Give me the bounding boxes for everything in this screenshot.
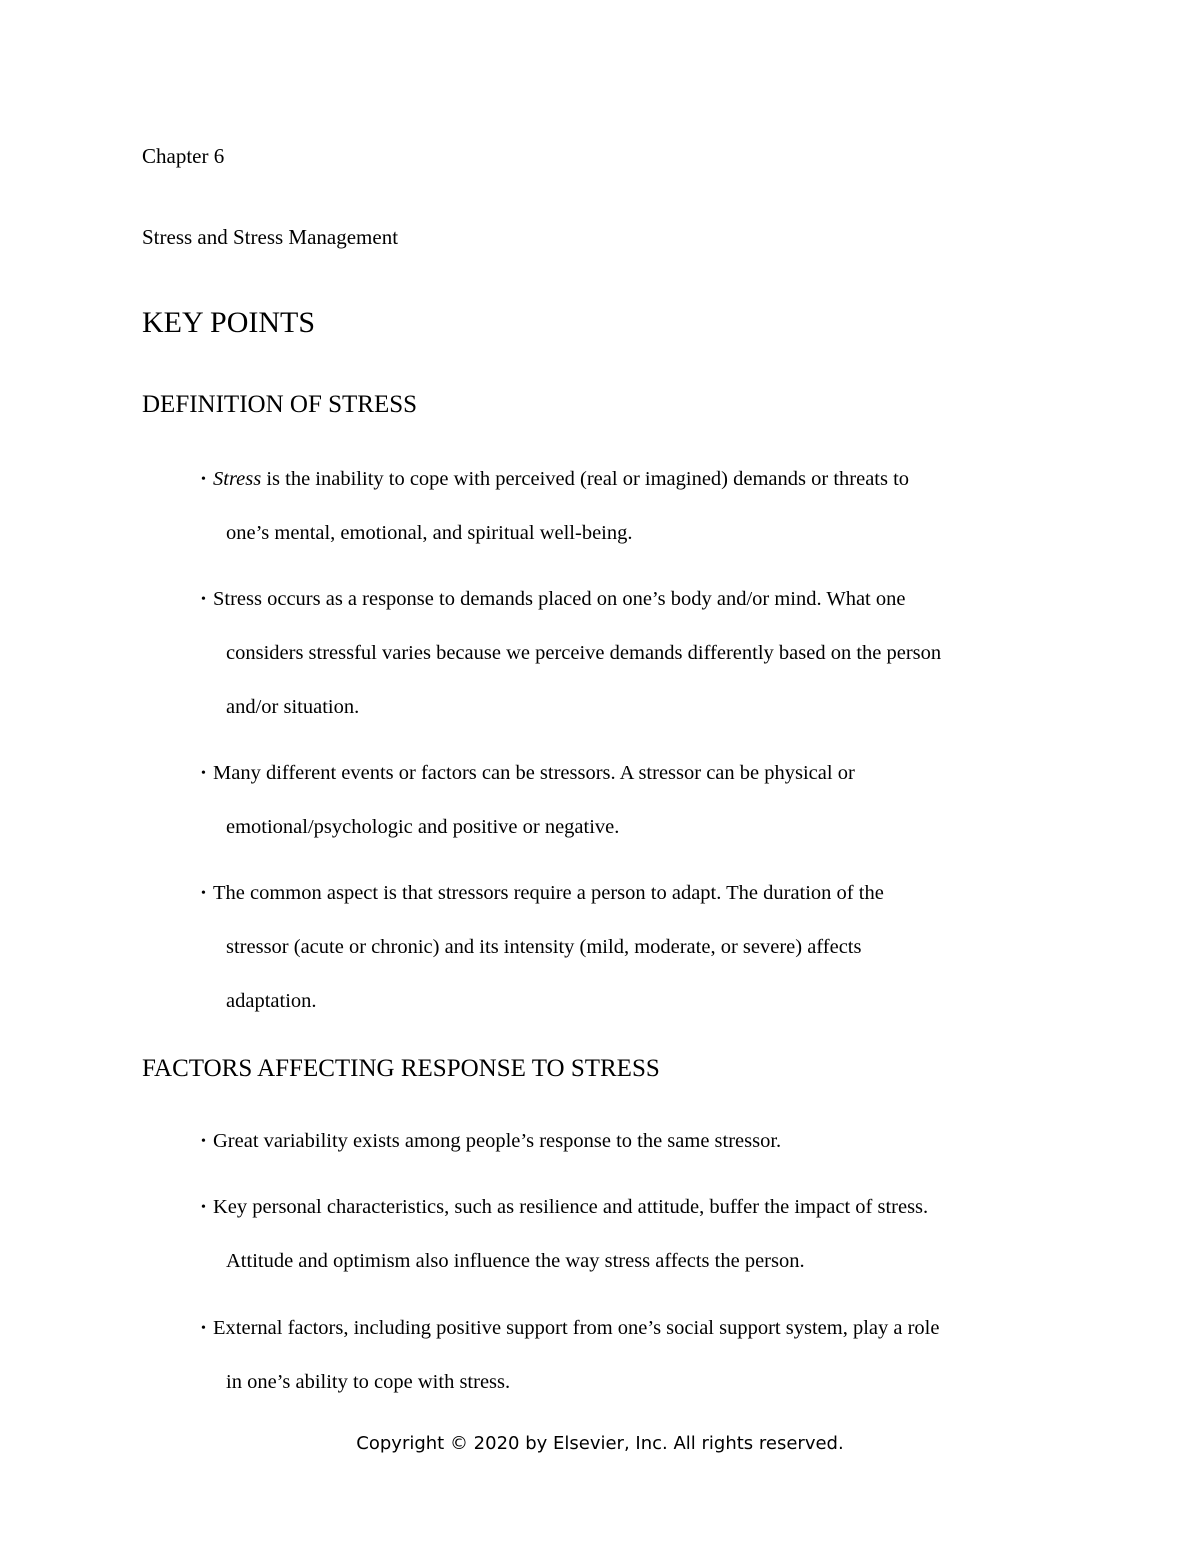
bullet-text: Great variability exists among people’s response to the same stressor.: [213, 1130, 782, 1152]
chapter-label: Chapter 6: [142, 144, 225, 168]
bullet-item: [201, 452, 1081, 560]
bullet-dot: •: [201, 886, 206, 901]
bullet-dot: •: [201, 1134, 206, 1149]
bullet-item: [201, 746, 1081, 854]
bullet-text: is the inability to cope with perceived (real or imagined) demands or threats to: [261, 468, 910, 490]
bullet-dot: •: [201, 472, 206, 487]
copyright-footer: Copyright © 2020 by Elsevier, Inc. All rights reserved.: [356, 1433, 844, 1454]
bullet-item: [201, 572, 1081, 734]
emphasized-term: Stress: [213, 468, 262, 490]
section-heading-definition: DEFINITION OF STRESS: [142, 391, 418, 418]
bullet-text: emotional/psychologic and positive or negative.: [226, 816, 620, 838]
bullet-item: [201, 1180, 1081, 1288]
bullet-item: [201, 866, 1081, 1028]
bullet-text: adaptation.: [226, 990, 317, 1012]
bullet-dot: •: [201, 766, 206, 781]
bullet-text: stressor (acute or chronic) and its intensity (mild, moderate, or severe) affects: [226, 936, 862, 958]
bullet-text: External factors, including positive support from one’s social support system, play a role: [213, 1317, 940, 1339]
bullet-text: and/or situation.: [226, 696, 360, 718]
bullet-text: Many different events or factors can be stressors. A stressor can be physical or: [213, 762, 855, 784]
chapter-subtitle: Stress and Stress Management: [142, 225, 399, 249]
bullet-text: Key personal characteristics, such as resilience and attitude, buffer the impact of stress.: [213, 1196, 929, 1218]
bullet-text: one’s mental, emotional, and spiritual well-being.: [226, 522, 633, 544]
bullet-text: The common aspect is that stressors require a person to adapt. The duration of the: [213, 882, 884, 904]
bullet-text: in one’s ability to cope with stress.: [226, 1371, 511, 1393]
bullet-item: [201, 1114, 1081, 1168]
section-heading-factors: FACTORS AFFECTING RESPONSE TO STRESS: [142, 1055, 660, 1082]
bullet-item: [201, 1301, 1081, 1409]
bullet-text: considers stressful varies because we perceive demands differently based on the person: [226, 642, 942, 664]
bullet-dot: •: [201, 592, 206, 607]
bullet-text: Stress occurs as a response to demands placed on one’s body and/or mind. What one: [213, 588, 906, 610]
bullet-dot: •: [201, 1321, 206, 1336]
bullet-dot: •: [201, 1200, 206, 1215]
key-points-heading: KEY POINTS: [142, 306, 316, 339]
bullet-text: Attitude and optimism also influence the way stress affects the person.: [226, 1250, 805, 1272]
